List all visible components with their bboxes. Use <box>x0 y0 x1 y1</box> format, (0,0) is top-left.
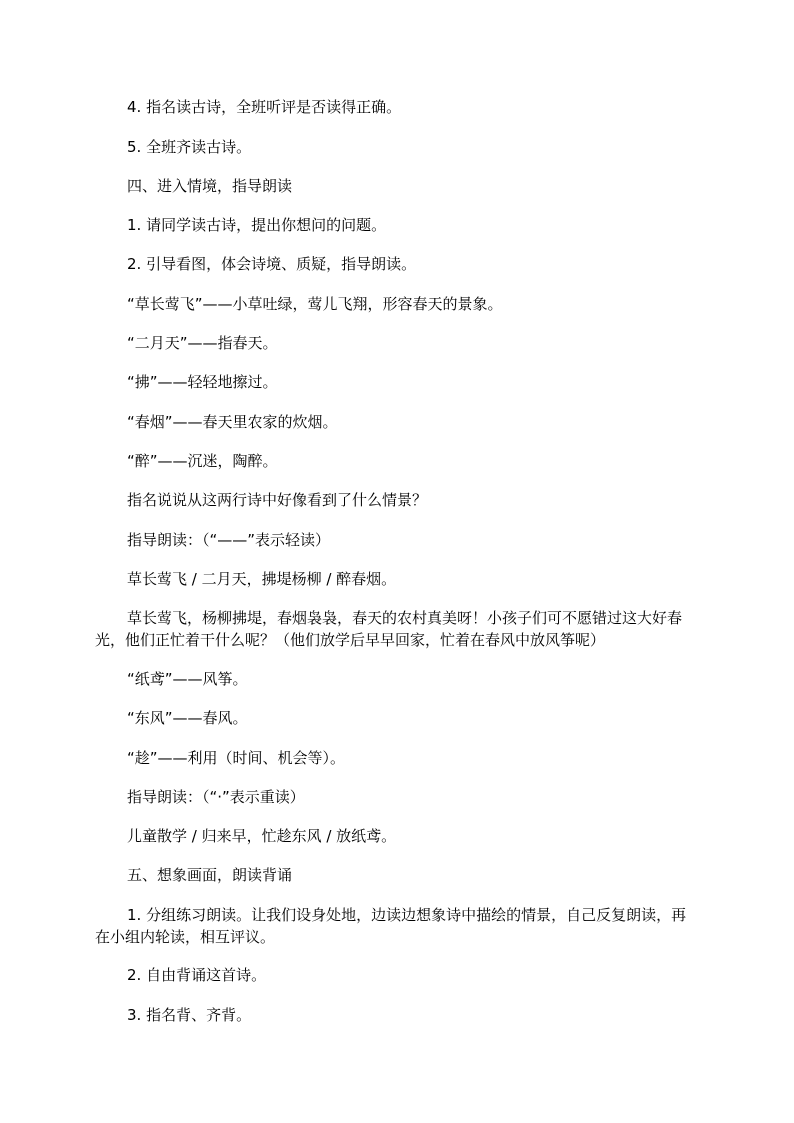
section-heading-4: 四、进入情境，指导朗读 <box>127 177 293 195</box>
definition-zhiyuan: “纸鸢”——风筝。 <box>127 670 248 688</box>
section-heading-5: 五、想象画面，朗读背诵 <box>127 866 293 884</box>
paragraph-item-2: 2. 引导看图，体会诗境、质疑，指导朗读。 <box>127 255 417 273</box>
poem-line-2: 儿童散学 / 归来早，忙趁东风 / 放纸鸢。 <box>127 827 397 845</box>
poem-line-1: 草长莺飞 / 二月天，拂堤杨柳 / 醉春烟。 <box>127 570 397 588</box>
paragraph-reading-guide-stress: 指导朗读：（“·”表示重读） <box>127 788 305 806</box>
definition-eryuetian: “二月天”——指春天。 <box>127 334 278 352</box>
paragraph-description: 草长莺飞，杨柳拂堤，春烟袅袅，春天的农村真美呀！小孩子们可不愿错过这大好春光，他们正忙着干什么呢？（他们放学后早早回家，忙着在春风中放风筝呢） <box>95 609 683 649</box>
definition-chunyan: “春烟”——春天里农家的炊烟。 <box>127 413 338 431</box>
paragraph-question: 指名说说从这两行诗中好像看到了什么情景？ <box>127 491 428 509</box>
definition-fu: “拂”——轻轻地擦过。 <box>127 373 278 391</box>
definition-chen: “趁”——利用（时间、机会等）。 <box>127 749 346 767</box>
definition-caozhangyingfei: “草长莺飞”——小草吐绿，莺儿飞翔，形容春天的景象。 <box>127 295 503 313</box>
paragraph-step-5: 5. 全班齐读古诗。 <box>127 138 252 156</box>
definition-dongfeng: “东风”——春风。 <box>127 709 248 727</box>
definition-zui: “醉”——沉迷，陶醉。 <box>127 452 278 470</box>
paragraph-group-reading: 1. 分组练习朗读。让我们设身处地，边读边想象诗中描绘的情景，自己反复朗读，再在小组内轮读，相互评议。 <box>95 906 687 946</box>
paragraph-reading-guide-light: 指导朗读：（“——”表示轻读） <box>127 531 331 549</box>
paragraph-item-1: 1. 请同学读古诗，提出你想问的问题。 <box>127 216 387 234</box>
paragraph-recite: 3. 指名背、齐背。 <box>127 1006 252 1024</box>
paragraph-free-recite: 2. 自由背诵这首诗。 <box>127 966 267 984</box>
paragraph-step-4: 4. 指名读古诗，全班听评是否读得正确。 <box>127 98 402 116</box>
